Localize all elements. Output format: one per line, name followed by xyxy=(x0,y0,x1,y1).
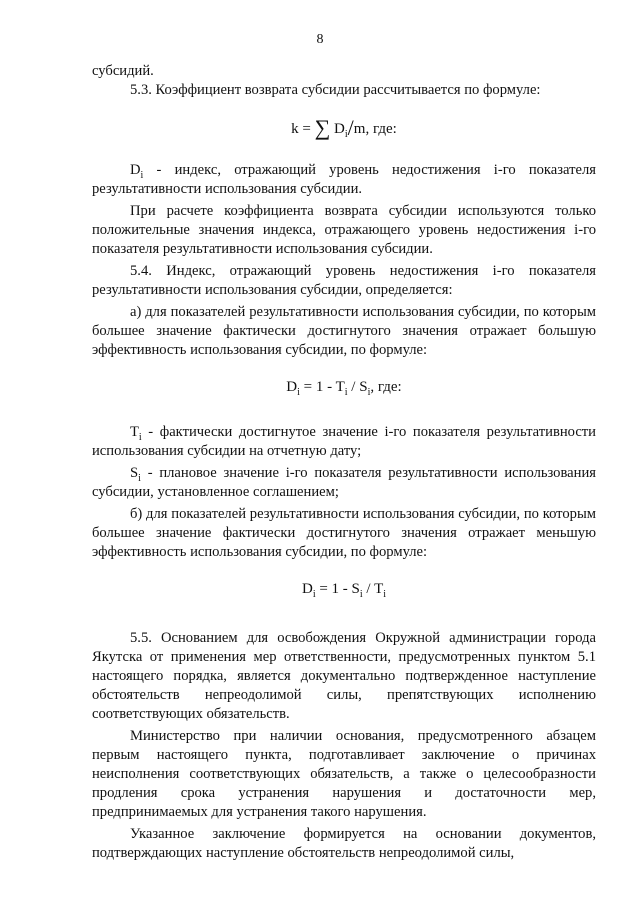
paragraph-5-5: 5.5. Основанием для освобождения Окружной администрации города Якутска от применения мер ответственности, предусмотренных пунктом 5.1 настоящего порядка, является документально подтвержденное наступление обстоятельств непреодолимой силы, препятствующих исполнению соответствующих обязательств. xyxy=(92,630,596,722)
paragraph-5-4: 5.4. Индекс, отражающий уровень недостижения i-го показателя результативности использования субсидии, определяется: xyxy=(92,263,596,298)
paragraph-ti-definition: $T_i$ - фактически достигнутое значение i-го показателя результативности использования субсидии на отчетную дату; xyxy=(92,424,596,459)
paragraph-5-3: 5.3. Коэффициент возврата субсидии рассчитывается по формуле: xyxy=(130,82,541,98)
paragraph-ministry: Министерство при наличии основания, предусмотренного абзацем первым настоящего пункта, подготавливает заключение о причинах неисполнения соответствующих обязательств, а также о целесообразности продления срока устранения нарушения и достаточности мер, предпринимаемых для устранения такого нарушения. xyxy=(92,728,596,820)
paragraph-di-definition: $D_i$ - индекс, отражающий уровень недостижения i-го показателя результативности использования субсидии. xyxy=(92,162,596,197)
formula-di-a: $D_i = 1 - T_i / S_i$, где: xyxy=(286,379,402,398)
paragraph-b: б) для показателей результативности использования субсидии, по которым большее значение фактически достигнутого значения отражает меньшую эффективность использования субсидии, по формуле: xyxy=(92,506,596,560)
paragraph-continuation: субсидий. xyxy=(92,63,154,79)
formula-k: k = ∑ $D_i/m$, где: xyxy=(291,115,397,140)
paragraph-positive-values: При расчете коэффициента возврата субсидии используются только положительные значения индекса, отражающего уровень недостижения i-го показателя результативности использования субсидии. xyxy=(92,203,596,257)
document-body xyxy=(92,62,596,863)
page-number: 8 xyxy=(316,32,324,47)
paragraph-a: а) для показателей результативности использования субсидии, по которым большее значение фактически достигнутого значения отражает большую эффективность использования субсидии, по формуле: xyxy=(92,304,596,358)
paragraph-conclusion: Указанное заключение формируется на основании документов, подтверждающих наступление обстоятельств непреодолимой силы, xyxy=(92,826,596,861)
paragraph-si-definition: $S_i$ - плановое значение i-го показателя результативности использования субсидии, установленное соглашением; xyxy=(92,465,596,500)
formula-di-b: $D_i = 1 - S_i / T_i$ xyxy=(301,581,387,600)
